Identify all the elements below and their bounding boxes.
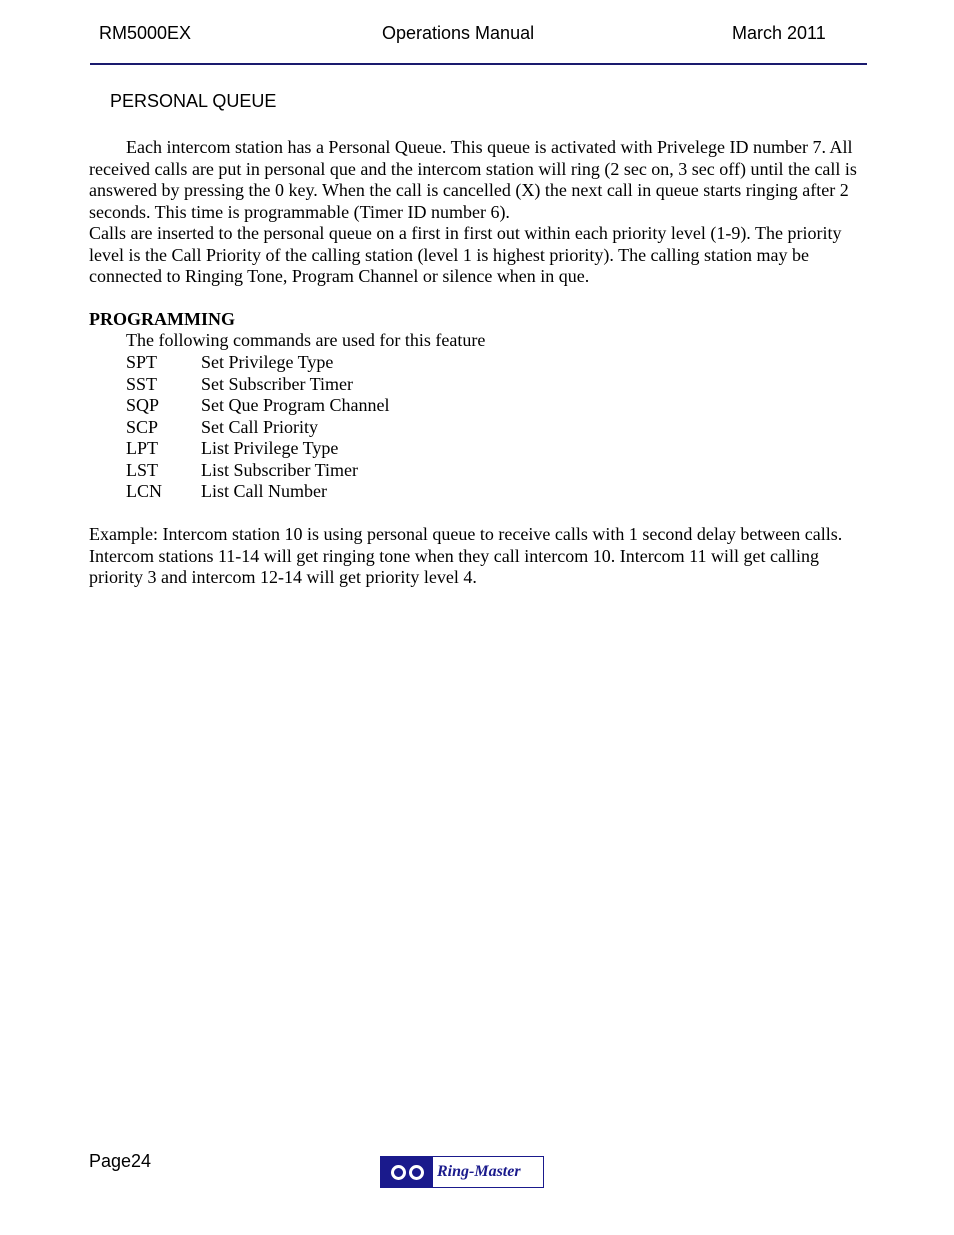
programming-heading: PROGRAMMING — [89, 309, 235, 329]
command-code: SQP — [126, 395, 160, 415]
command-row — [126, 460, 389, 482]
command-row — [126, 481, 389, 503]
ring-master-logo — [380, 1156, 544, 1188]
command-code: LPT — [126, 438, 159, 458]
command-row — [126, 438, 389, 460]
paragraph-1-text: Each intercom station has a Personal Queue. This queue is activated with Privelege ID number 7. All received calls are put in personal que and the intercom station will ring (2 sec on, 3 sec off) until the call is answered by pressing the 0 key. When the call is cancelled (X) the next call in queue starts ringing after 2 seconds. This time is programmable (Timer ID number 6). — [89, 137, 857, 222]
header-doc-code: RM5000EX — [99, 23, 192, 43]
programming-intro: The following commands are used for this feature — [126, 330, 486, 350]
paragraph-2: Calls are inserted to the personal queue on a first in first out within each priority level (1-9). The priority level is the Call Priority of the calling station (level 1 is highest priority). The calling station may be connected to Ringing Tone, Program Channel or silence when in que. — [89, 223, 842, 286]
ring-icon — [391, 1165, 406, 1180]
command-list — [126, 352, 389, 503]
command-description: Set Subscriber Timer — [201, 373, 354, 394]
command-code: SPT — [126, 352, 158, 372]
header-date: March 2011 — [732, 23, 826, 43]
command-row — [126, 395, 389, 417]
header-doc-title: Operations Manual — [382, 23, 535, 43]
header-rule — [90, 63, 867, 65]
command-row — [126, 374, 389, 396]
command-code: SCP — [126, 416, 159, 437]
command-description: Set Call Priority — [201, 416, 318, 437]
logo-rings-icon — [381, 1157, 433, 1187]
body-paragraphs — [89, 137, 859, 288]
logo-text: Ring-Master — [437, 1163, 521, 1180]
command-description: Set Privilege Type — [201, 352, 334, 372]
command-row — [126, 352, 389, 374]
page-number: Page24 — [89, 1151, 152, 1171]
example-paragraph: Example: Intercom station 10 is using personal queue to receive calls with 1 second delay between calls. Intercom stations 11-14 will get ringing tone when they call intercom 10. Intercom 11 will get calling priority 3 and intercom 12-14 will get priority level 4. — [89, 524, 843, 587]
section-heading: PERSONAL QUEUE — [110, 91, 277, 111]
paragraph-1 — [89, 137, 859, 223]
command-code: LST — [126, 459, 159, 480]
command-description: List Subscriber Timer — [201, 459, 359, 480]
command-code: SST — [126, 373, 158, 394]
command-row — [126, 417, 389, 439]
command-description: Set Que Program Channel — [201, 395, 390, 415]
command-description: List Privilege Type — [201, 438, 339, 458]
command-description: List Call Number — [201, 481, 327, 501]
ring-icon — [409, 1165, 424, 1180]
command-code: LCN — [126, 481, 162, 501]
